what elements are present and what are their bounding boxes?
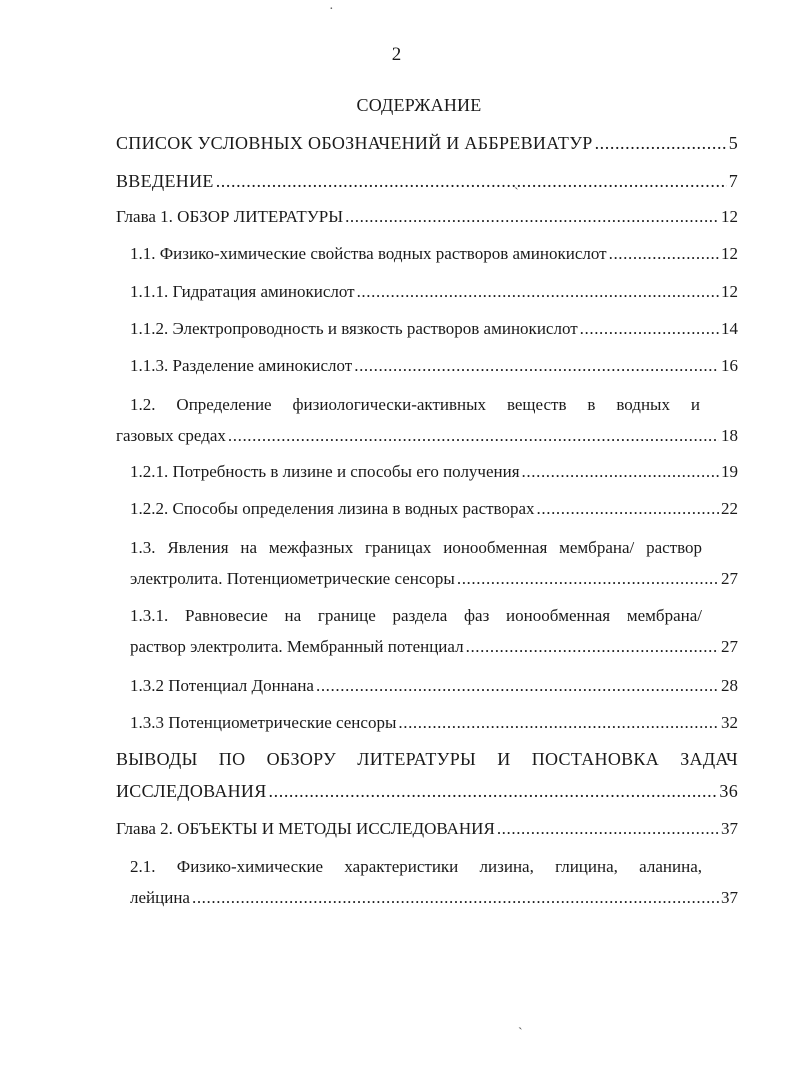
- toc-leader-dots: [398, 712, 719, 734]
- toc-leader-dots: [269, 780, 718, 802]
- toc-entry-text: лейцина: [130, 888, 190, 907]
- scan-speck: `: [514, 186, 519, 201]
- toc-leader-dots: [354, 355, 719, 377]
- toc-entry-text: раствор электролита. Мембранный потенциал: [130, 637, 464, 656]
- toc-entry-text: ИССЛЕДОВАНИЯ: [116, 781, 267, 801]
- toc-entry-text: ВВЕДЕНИЕ: [116, 171, 214, 191]
- toc-entry-page: 16: [721, 356, 738, 375]
- toc-entry-text: 1.1.2. Электропроводность и вязкость растворов аминокислот: [130, 319, 578, 338]
- toc-entry-page: 37: [721, 888, 738, 907]
- scan-speck: ·: [329, 2, 334, 17]
- toc-entry-page: 7: [728, 171, 738, 191]
- toc-leader-dots: [537, 498, 719, 520]
- toc-entry-text: 1.2.1. Потребность в лизине и способы его получения: [130, 462, 520, 481]
- toc-entry-page: 18: [721, 426, 738, 445]
- toc-entry-page: 14: [721, 319, 738, 338]
- toc-entry-page: 22: [721, 499, 738, 518]
- toc-entry-text: Глава 1. ОБЗОР ЛИТЕРАТУРЫ: [116, 207, 344, 226]
- toc-entry-page: 28: [721, 676, 738, 695]
- toc-leader-dots: [580, 318, 719, 340]
- toc-entry-1-3-3: [130, 712, 738, 734]
- toc-entry-1-3: [130, 568, 738, 590]
- toc-entry-text: электролита. Потенциометрические сенсоры: [130, 569, 455, 588]
- toc-entry-1-1-1: [130, 281, 738, 303]
- toc-leader-dots: [345, 206, 719, 228]
- toc-leader-dots: [497, 818, 719, 840]
- toc-leader-dots: [595, 132, 727, 154]
- toc-entry-text: газовых средах: [116, 426, 226, 445]
- toc-entry-2-1: [130, 887, 738, 909]
- toc-entry-1-2-2: [130, 498, 738, 520]
- toc-entry-page: 12: [721, 282, 738, 301]
- toc-entry-text: 1.1.1. Гидратация аминокислот: [130, 282, 355, 301]
- toc-leader-dots: [216, 170, 727, 192]
- toc-entry-text: СПИСОК УСЛОВНЫХ ОБОЗНАЧЕНИЙ И АББРЕВИАТУР: [116, 133, 593, 153]
- toc-entry-page: 5: [728, 133, 738, 153]
- toc-leader-dots: [192, 887, 719, 909]
- toc-title: СОДЕРЖАНИЕ: [356, 95, 482, 115]
- toc-entry-page: 36: [719, 781, 738, 801]
- toc-entry-introduction: [116, 170, 738, 192]
- toc-leader-dots: [357, 281, 719, 303]
- toc-entry-1-1-2: [130, 318, 738, 340]
- toc-entry-abbreviations: [116, 132, 738, 154]
- toc-leader-dots: [228, 425, 719, 447]
- toc-entry-page: 27: [721, 569, 738, 588]
- toc-entry-text: 1.2.2. Способы определения лизина в водных растворах: [130, 499, 535, 518]
- toc-entry-1-2: [116, 425, 738, 447]
- toc-entry-1-1: [130, 243, 738, 265]
- scan-speck: `: [518, 1026, 523, 1041]
- toc-entry-1-3-1-line1: 1.3.1. Равновесие на границе раздела фаз ионообменная мембрана/: [130, 606, 702, 625]
- toc-entry-page: 27: [721, 637, 738, 656]
- toc-entry-text: 1.3.3 Потенциометрические сенсоры: [130, 713, 397, 732]
- toc-leader-dots: [522, 461, 719, 483]
- toc-entry-1-1-3: [130, 355, 738, 377]
- toc-leader-dots: [457, 568, 719, 590]
- toc-entry-page: 12: [721, 207, 738, 226]
- toc-leader-dots: [609, 243, 719, 265]
- toc-entry-1-3-line1: 1.3. Явления на межфазных границах ионообменная мембрана/ раствор: [130, 538, 702, 557]
- toc-entry-page: 37: [721, 819, 738, 838]
- toc-entry-1-2-line1: 1.2. Определение физиологически-активных веществ в водных и: [130, 395, 700, 414]
- toc-entry-conclusions: [116, 780, 738, 802]
- toc-entry-2-1-line1: 2.1. Физико-химические характеристики лизина, глицина, аланина,: [130, 857, 702, 876]
- toc-entry-text: 1.1.3. Разделение аминокислот: [130, 356, 353, 375]
- toc-entry-1-3-1: [130, 636, 738, 658]
- toc-entry-page: 32: [721, 713, 738, 732]
- toc-entry-chapter-2: [116, 818, 738, 840]
- toc-entry-1-3-2: [130, 675, 738, 697]
- toc-entry-1-2-1: [130, 461, 738, 483]
- toc-leader-dots: [316, 675, 719, 697]
- toc-entry-text: 1.1. Физико-химические свойства водных растворов аминокислот: [130, 244, 607, 263]
- toc-leader-dots: [466, 636, 719, 658]
- toc-entry-text: Глава 2. ОБЪЕКТЫ И МЕТОДЫ ИССЛЕДОВАНИЯ: [116, 819, 495, 838]
- toc-entry-page: 12: [721, 244, 738, 263]
- toc-entry-conclusions-line1: ВЫВОДЫ ПО ОБЗОРУ ЛИТЕРАТУРЫ И ПОСТАНОВКА ЗАДАЧ: [116, 749, 738, 769]
- page-number: 2: [391, 44, 402, 65]
- toc-entry-chapter-1: [116, 206, 738, 228]
- toc-entry-page: 19: [721, 462, 738, 481]
- toc-entry-text: 1.3.2 Потенциал Доннана: [130, 676, 314, 695]
